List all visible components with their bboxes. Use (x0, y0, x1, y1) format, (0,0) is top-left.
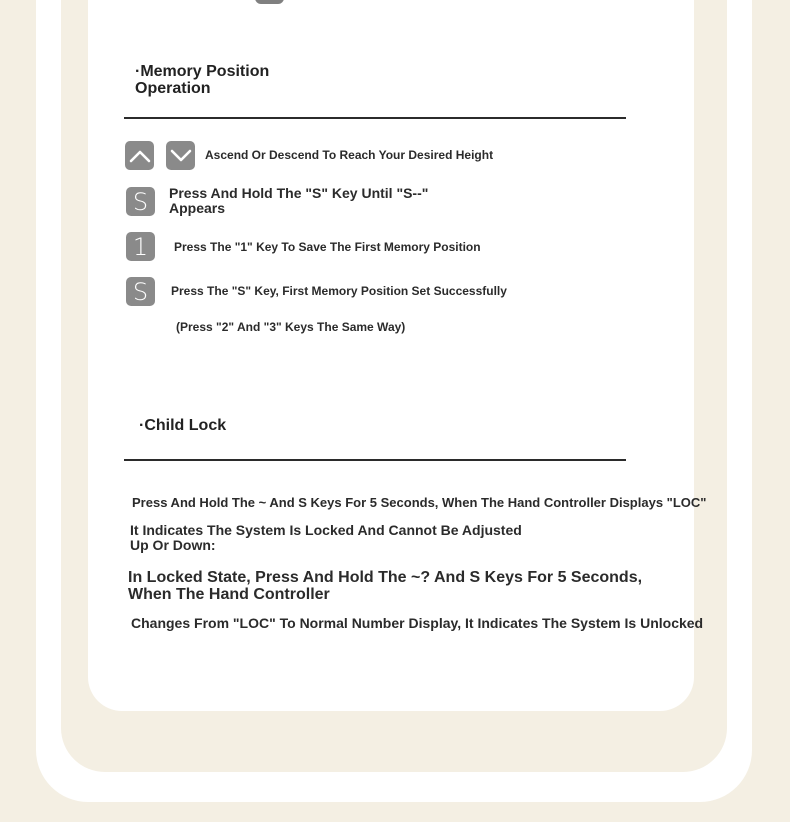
child-lock-line2a: It Indicates The System Is Locked And Cannot Be Adjusted (130, 522, 522, 538)
one-key: 1 (126, 232, 155, 261)
note-text: (Press "2" And "3" Keys The Same Way) (176, 320, 406, 334)
child-lock-line3 (128, 569, 642, 603)
up-key (125, 141, 154, 170)
key1-text: Press The "1" Key To Save The First Memory Position (174, 240, 481, 254)
child-lock-line2b: Up Or Down: (130, 537, 216, 553)
hold-s-line2: Appears (169, 200, 226, 216)
memory-divider (124, 117, 626, 119)
s-key-1: S (126, 187, 155, 216)
hold-s-line1: Press And Hold The "S" Key Until "S--" (169, 185, 429, 201)
child-lock-line4: Changes From "LOC" To Normal Number Display, It Indicates The System Is Unlocked (131, 615, 704, 631)
child-lock-heading: ·Child Lock (139, 417, 227, 434)
memory-heading-line1: ·Memory Position (135, 63, 270, 80)
child-lock-line1: Press And Hold The ~ And S Keys For 5 Seconds, When The Hand Controller Displays "LOC" (132, 495, 707, 510)
memory-heading (135, 63, 269, 97)
child-lock-line3a: In Locked State, Press And Hold The ~? And S Keys For 5 Seconds, (128, 569, 643, 586)
s-key-confirm-text: Press The "S" Key, First Memory Position Set Successfully (171, 284, 507, 298)
child-lock-line2 (130, 523, 522, 553)
chevron-up-icon (129, 149, 151, 163)
memory-heading-line2: Operation (135, 80, 211, 97)
s-key-2: S (126, 277, 155, 306)
child-lock-divider (124, 459, 626, 461)
top-key-fragment (255, 0, 284, 4)
instruction-card (88, 0, 694, 711)
ascend-text: Ascend Or Descend To Reach Your Desired Height (205, 148, 494, 162)
down-key (166, 141, 195, 170)
chevron-down-icon (170, 149, 192, 163)
hold-s-text (169, 186, 428, 216)
child-lock-line3b: When The Hand Controller (128, 586, 330, 603)
